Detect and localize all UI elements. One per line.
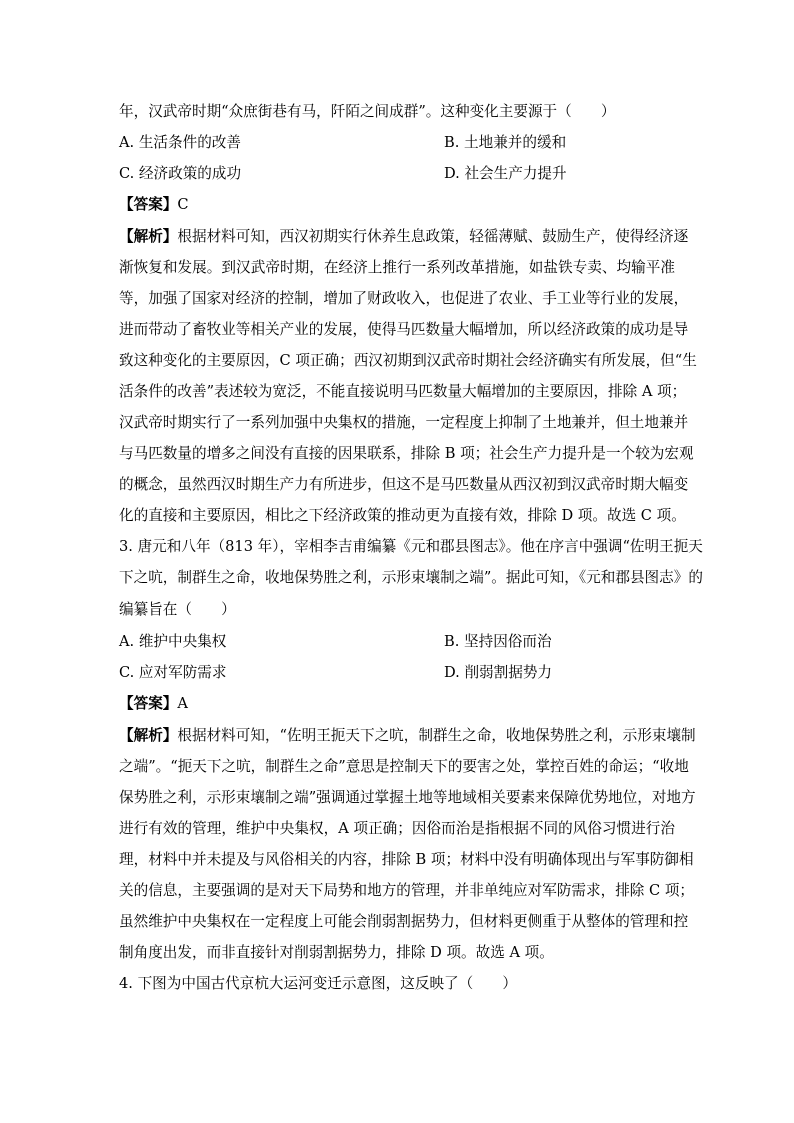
- q2-analysis-line: 汉武帝时期实行了一系列加强中央集权的措施，一定程度上抑制了土地兼并，但土地兼并: [119, 414, 689, 431]
- q2-analysis-line: 进而带动了畜牧业等相关产业的发展，使得马匹数量大幅增加，所以经济政策的成功是导: [119, 321, 689, 338]
- q4-stem: 4. 下图为中国古代京杭大运河变迁示意图，这反映了（ ）: [119, 975, 518, 992]
- q3-answer-label: 【答案】: [119, 695, 178, 712]
- q3-stem-line: 编纂旨在（ ）: [119, 601, 236, 618]
- q3-analysis-line: 保势胜之利，示形束壤制之端”强调通过掌握土地等地域相关要素来保障优势地位，对地方: [119, 789, 696, 806]
- q2-analysis-line: 渐恢复和发展。到汉武帝时期，在经济上推行一系列改革措施，如盐铁专卖、均输平准: [119, 259, 675, 276]
- q2-analysis-text: 根据材料可知，西汉初期实行休养生息政策，轻徭薄赋、鼓励生产，使得经济逐: [177, 228, 689, 245]
- q2-analysis-line: 的概念，虽然西汉时期生产力有所进步，但这不是马匹数量从西汉初到汉武帝时期大幅变: [119, 476, 689, 493]
- q3-analysis-line: 关的信息，主要强调的是对天下局势和地方的管理，并非单纯应对军防需求，排除 C 项；: [119, 882, 695, 899]
- q2-analysis-line: 致这种变化的主要原因，C 项正确；西汉初期到汉武帝时期社会经济确实有所发展，但“生: [119, 352, 697, 369]
- q3-option-d: D. 削弱割据势力: [444, 664, 553, 681]
- q2-analysis-line: 等，加强了国家对经济的控制，增加了财政收入，也促进了农业、手工业等行业的发展，: [119, 290, 689, 307]
- q3-answer: [119, 694, 188, 714]
- q2-option-d: D. 社会生产力提升: [444, 165, 567, 182]
- q3-analysis-line: 之端”。“扼天下之吭，制群生之命”意思是控制天下的要害之处，掌控百姓的命运；“收地: [119, 758, 689, 775]
- q2-analysis-label: 【解析】: [119, 228, 178, 245]
- q2-answer: [119, 195, 189, 215]
- q3-answer-value: A: [177, 695, 188, 712]
- q2-stem-tail: 年，汉武帝时期“众庶街巷有马，阡陌之间成群”。这种变化主要源于（ ）: [119, 103, 616, 120]
- q3-analysis-label: 【解析】: [119, 727, 178, 744]
- q3-analysis-line: 制角度出发，而非直接针对削弱割据势力，排除 D 项。故选 A 项。: [119, 944, 554, 961]
- q3-option-a: A. 维护中央集权: [119, 633, 227, 650]
- q3-stem-line: 3. 唐元和八年（813 年），宰相李吉甫编纂《元和郡县图志》。他在序言中强调“佐明王扼天: [119, 538, 703, 555]
- q2-option-b: B. 土地兼并的缓和: [444, 134, 567, 151]
- q2-option-a: A. 生活条件的改善: [119, 134, 241, 151]
- q2-analysis-line: 与马匹数量的增多之间没有直接的因果联系，排除 B 项；社会生产力提升是一个较为宏观: [119, 445, 694, 462]
- q2-answer-value: C: [177, 196, 189, 213]
- q2-analysis-line: 化的直接和主要原因，相比之下经济政策的推动更为直接有效，排除 D 项。故选 C 项。: [119, 507, 686, 524]
- q3-analysis-line: 理，材料中并未提及与风俗相关的内容，排除 B 项；材料中没有明确体现出与军事防御相: [119, 851, 694, 868]
- q3-option-c: C. 应对军防需求: [119, 664, 227, 681]
- q3-stem-line: 下之吭，制群生之命，收地保势胜之利，示形束壤制之端”。据此可知，《元和郡县图志》的: [119, 569, 703, 586]
- q2-analysis-line: [119, 227, 689, 247]
- q2-option-c: C. 经济政策的成功: [119, 165, 242, 182]
- q3-analysis-text: 根据材料可知，“佐明王扼天下之吭，制群生之命，收地保势胜之利，示形束壤制: [177, 727, 696, 744]
- q3-analysis-line: [119, 726, 696, 746]
- q3-analysis-line: 进行有效的管理，维护中央集权，A 项正确；因俗而治是指根据不同的风俗习惯进行治: [119, 820, 675, 837]
- q3-option-b: B. 坚持因俗而治: [444, 633, 552, 650]
- q2-analysis-line: 活条件的改善”表述较为宽泛，不能直接说明马匹数量大幅增加的主要原因，排除 A 项；: [119, 383, 687, 400]
- q2-answer-label: 【答案】: [119, 196, 178, 213]
- q3-analysis-line: 虽然维护中央集权在一定程度上可能会削弱割据势力，但材料更侧重于从整体的管理和控: [119, 913, 689, 930]
